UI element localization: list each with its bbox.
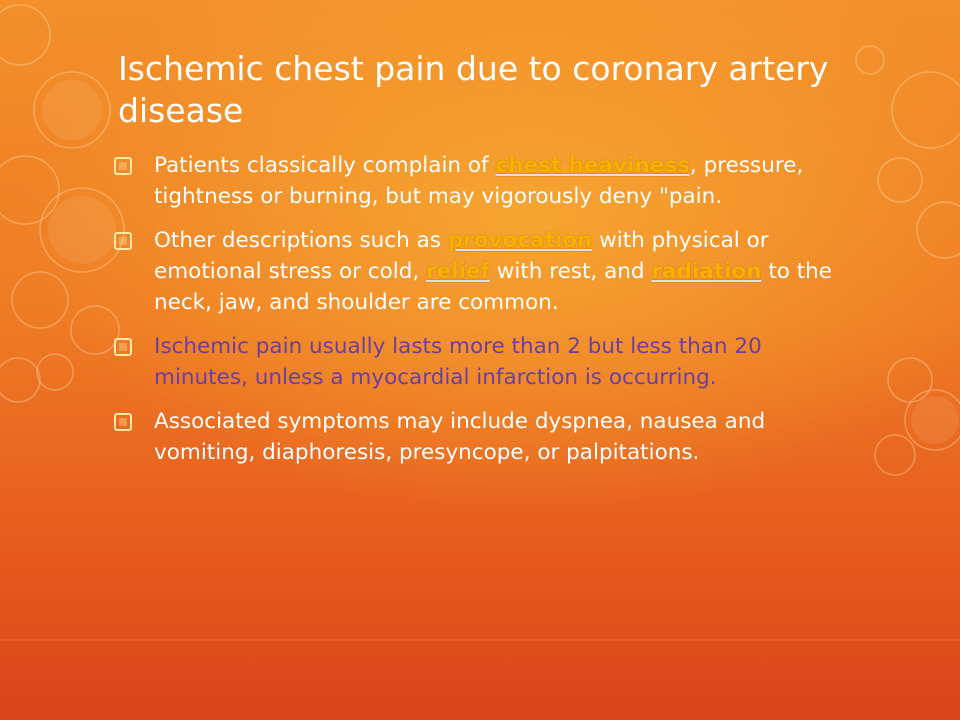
- bullet-text: Patients classically complain of: [154, 153, 496, 178]
- square-bullet-icon: [114, 157, 132, 175]
- bullet-text: Associated symptoms may include dyspnea, nausea and vomiting, diaphoresis, presyncope, or palpitations.: [154, 409, 766, 465]
- bullet-item: [112, 331, 852, 393]
- highlight-chest-heaviness: chest heaviness: [495, 153, 690, 178]
- bullet-text: , pressure, tightness or burning, but may vigorously deny "pain.: [154, 153, 804, 209]
- square-bullet-icon: [114, 338, 132, 356]
- bullet-text: Other descriptions such as: [154, 228, 448, 253]
- square-bullet-icon: [114, 232, 132, 250]
- bullet-item: [112, 225, 852, 318]
- bullet-list: [112, 150, 852, 481]
- bullet-text-emphasis: Ischemic pain usually lasts more than 2 but less than 20 minutes, unless a myocardial infarction is occurring.: [154, 334, 762, 390]
- bullet-item: [112, 150, 852, 212]
- slide-title: Ischemic chest pain due to coronary artery disease: [118, 49, 829, 130]
- bullet-text: with physical or emotional stress or cold,: [154, 228, 769, 284]
- highlight-radiation: radiation: [651, 259, 762, 284]
- square-bullet-icon: [114, 413, 132, 431]
- highlight-provocation: provocation: [447, 228, 593, 253]
- bullet-text: with rest, and: [489, 259, 652, 284]
- bullet-item: [112, 406, 852, 468]
- highlight-relief: relief: [426, 259, 490, 284]
- bullet-text: to the neck, jaw, and shoulder are common.: [154, 259, 833, 315]
